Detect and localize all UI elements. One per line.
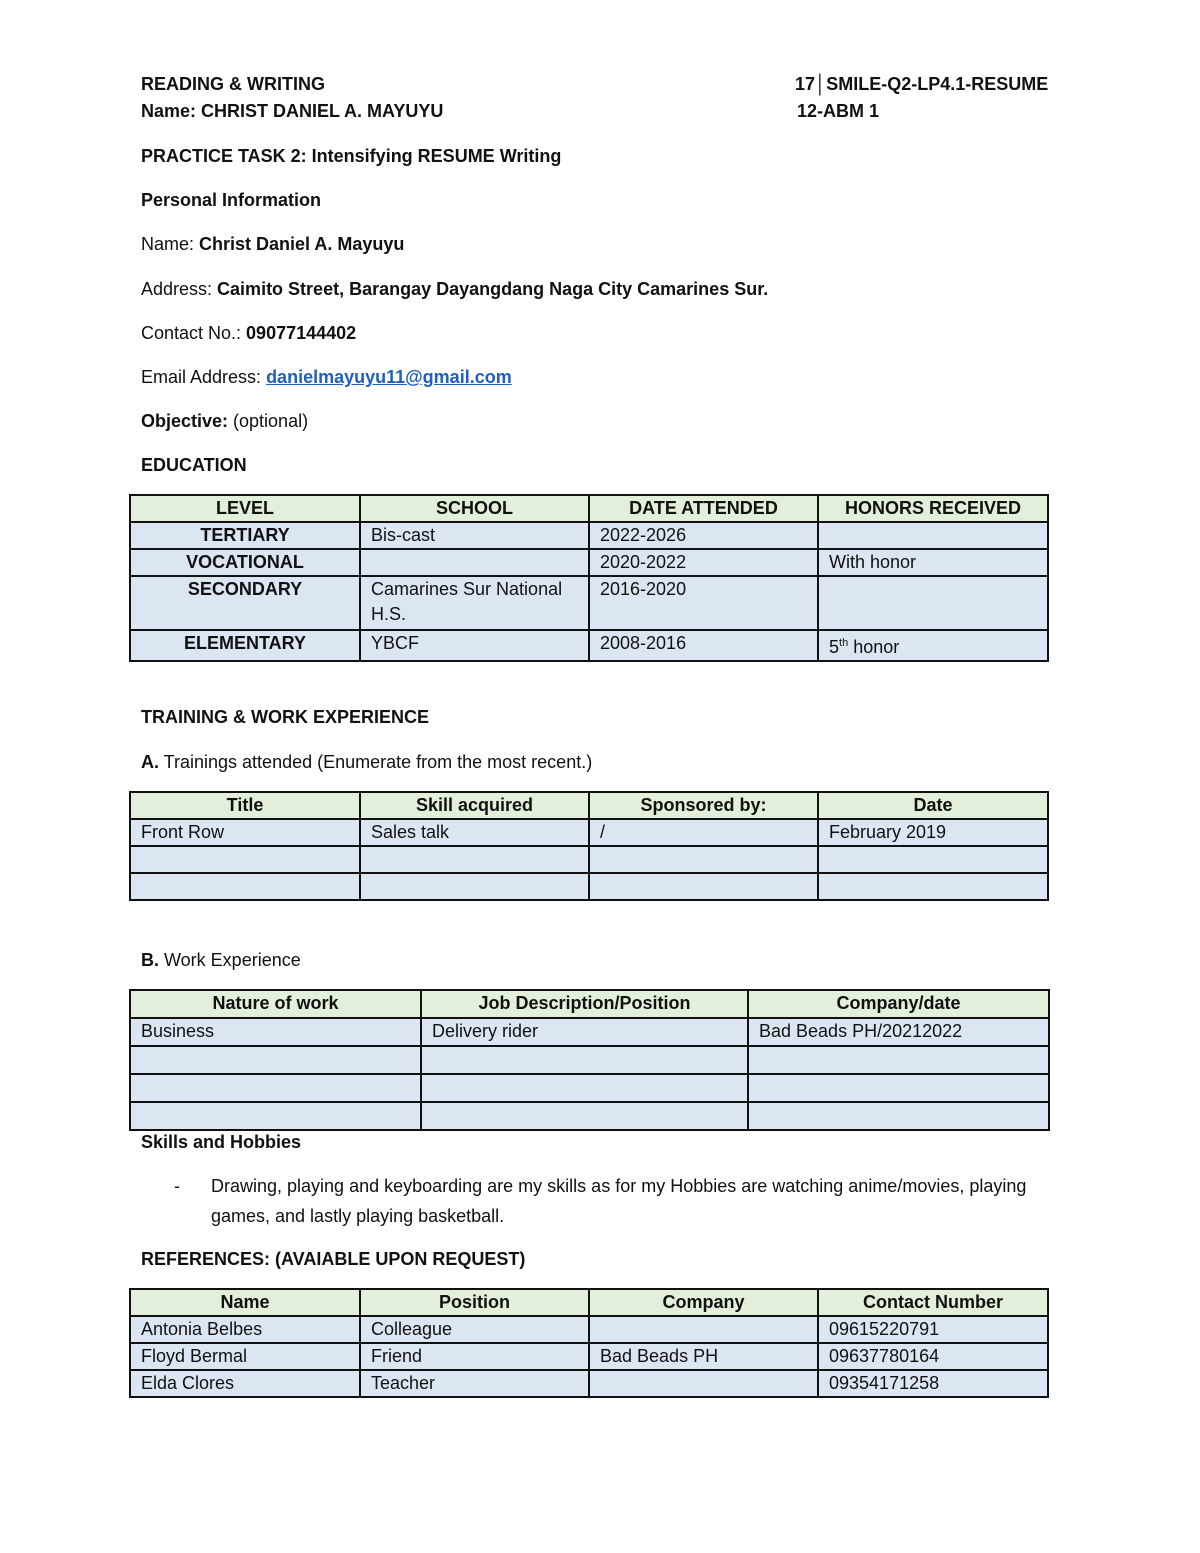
table-cell: Business xyxy=(130,1018,421,1046)
subject-title: READING & WRITING xyxy=(141,74,325,94)
honors-text: honor xyxy=(848,637,900,657)
table-cell xyxy=(130,1046,421,1074)
column-header: Title xyxy=(130,792,360,819)
table-row xyxy=(130,576,1048,630)
level-cell: SECONDARY xyxy=(130,576,360,630)
trainings-attended-text: Trainings attended (Enumerate from the most recent.) xyxy=(159,752,593,772)
name-value: Christ Daniel A. Mayuyu xyxy=(199,234,405,254)
address-field xyxy=(141,279,768,300)
table-cell: Delivery rider xyxy=(421,1018,748,1046)
date-cell: 2022-2026 xyxy=(589,522,818,549)
table-row xyxy=(130,846,1048,873)
training-table xyxy=(129,791,1049,901)
table-cell xyxy=(421,1102,748,1130)
education-table xyxy=(129,494,1049,662)
column-header: HONORS RECEIVED xyxy=(818,495,1048,522)
email-link[interactable]: danielmayuyu11@gmail.com xyxy=(266,367,512,387)
objective-value: (optional) xyxy=(233,411,309,431)
level-cell: TERTIARY xyxy=(130,522,360,549)
training-heading: TRAINING & WORK EXPERIENCE xyxy=(141,707,430,727)
honors-cell xyxy=(818,522,1048,549)
table-header-row xyxy=(130,990,1049,1018)
honors-cell xyxy=(818,576,1048,630)
table-cell xyxy=(421,1046,748,1074)
objective-field xyxy=(141,411,308,432)
education-heading: EDUCATION xyxy=(141,455,247,475)
skills-text: Drawing, playing and keyboarding are my skills as for my Hobbies are watching anime/movies, playing games, and lastly playing basketball. xyxy=(211,1176,1027,1226)
work-experience-label xyxy=(141,950,301,971)
table-row xyxy=(130,1074,1049,1102)
contact-value: 09077144402 xyxy=(246,323,357,343)
objective-label: Objective: xyxy=(141,411,234,431)
task-title: PRACTICE TASK 2: Intensifying RESUME Writing xyxy=(141,146,562,166)
table-cell: / xyxy=(589,819,818,846)
table-header-row xyxy=(130,495,1048,522)
level-cell: VOCATIONAL xyxy=(130,549,360,576)
date-cell: 2016-2020 xyxy=(589,576,818,630)
table-cell xyxy=(360,846,589,873)
personal-info-heading: Personal Information xyxy=(141,190,322,210)
column-header: Company/date xyxy=(748,990,1049,1018)
column-header: Name xyxy=(130,1289,360,1316)
table-cell xyxy=(421,1074,748,1102)
work-experience-text: Work Experience xyxy=(159,950,301,970)
address-value: Caimito Street, Barangay Dayangdang Naga City Camarines Sur. xyxy=(217,279,769,299)
table-cell: Front Row xyxy=(130,819,360,846)
honors-number: 5 xyxy=(829,637,840,657)
school-cell: Camarines Sur National H.S. xyxy=(360,576,589,630)
table-cell: Bad Beads PH/20212022 xyxy=(748,1018,1049,1046)
table-cell: 09354171258 xyxy=(818,1370,1048,1397)
table-row xyxy=(130,1102,1049,1130)
table-row xyxy=(130,1046,1049,1074)
honors-cell xyxy=(818,630,1048,661)
name-field xyxy=(141,234,404,255)
table-row xyxy=(130,873,1048,900)
skills-heading: Skills and Hobbies xyxy=(141,1132,302,1152)
column-header: LEVEL xyxy=(130,495,360,522)
table-cell: Colleague xyxy=(360,1316,589,1343)
table-cell xyxy=(748,1074,1049,1102)
table-cell xyxy=(748,1102,1049,1130)
table-cell: 09615220791 xyxy=(818,1316,1048,1343)
column-header: Skill acquired xyxy=(360,792,589,819)
contact-label: Contact No.: xyxy=(141,323,247,343)
email-label: Email Address: xyxy=(141,367,267,387)
contact-field xyxy=(141,323,356,344)
table-header-row xyxy=(130,1289,1048,1316)
table-row xyxy=(130,549,1048,576)
date-cell: 2008-2016 xyxy=(589,630,818,661)
date-cell: 2020-2022 xyxy=(589,549,818,576)
student-name-line: Name: CHRIST DANIEL A. MAYUYU xyxy=(141,101,444,121)
item-a-marker: A. xyxy=(141,752,159,772)
table-cell: Elda Clores xyxy=(130,1370,360,1397)
column-header: Contact Number xyxy=(818,1289,1048,1316)
references-table xyxy=(129,1288,1049,1398)
column-header: DATE ATTENDED xyxy=(589,495,818,522)
document-code: 17│SMILE-Q2-LP4.1-RESUME xyxy=(795,74,1049,94)
table-row xyxy=(130,1316,1048,1343)
column-header: Company xyxy=(589,1289,818,1316)
references-heading: REFERENCES: (AVAIABLE UPON REQUEST) xyxy=(141,1249,526,1269)
table-cell xyxy=(130,1074,421,1102)
table-row xyxy=(130,630,1048,661)
table-cell xyxy=(130,846,360,873)
table-cell xyxy=(589,1316,818,1343)
table-cell xyxy=(360,873,589,900)
honors-superscript: th xyxy=(839,637,849,649)
table-cell: Floyd Bermal xyxy=(130,1343,360,1370)
school-cell: Bis-cast xyxy=(360,522,589,549)
table-row xyxy=(130,819,1048,846)
table-row xyxy=(130,1343,1048,1370)
column-header: Job Description/Position xyxy=(421,990,748,1018)
column-header: Date xyxy=(818,792,1048,819)
skills-bullet: - xyxy=(174,1176,180,1196)
column-header: Nature of work xyxy=(130,990,421,1018)
table-row xyxy=(130,522,1048,549)
table-cell: February 2019 xyxy=(818,819,1048,846)
table-cell xyxy=(589,1370,818,1397)
column-header: Position xyxy=(360,1289,589,1316)
table-cell: Sales talk xyxy=(360,819,589,846)
table-cell xyxy=(130,873,360,900)
table-cell xyxy=(818,846,1048,873)
table-cell: Antonia Belbes xyxy=(130,1316,360,1343)
column-header: Sponsored by: xyxy=(589,792,818,819)
address-label: Address: xyxy=(141,279,218,299)
table-cell xyxy=(130,1102,421,1130)
table-cell: 09637780164 xyxy=(818,1343,1048,1370)
name-label: Name: xyxy=(141,234,200,254)
table-header-row xyxy=(130,792,1048,819)
table-row xyxy=(130,1018,1049,1046)
table-cell: Friend xyxy=(360,1343,589,1370)
table-cell: Bad Beads PH xyxy=(589,1343,818,1370)
table-row xyxy=(130,1370,1048,1397)
trainings-attended-label xyxy=(141,752,592,773)
section-label: 12-ABM 1 xyxy=(797,101,880,121)
column-header: SCHOOL xyxy=(360,495,589,522)
table-cell: Teacher xyxy=(360,1370,589,1397)
honors-cell: With honor xyxy=(818,549,1048,576)
school-cell xyxy=(360,549,589,576)
table-cell xyxy=(589,873,818,900)
table-cell xyxy=(589,846,818,873)
level-cell: ELEMENTARY xyxy=(130,630,360,661)
work-experience-table xyxy=(129,989,1050,1131)
table-cell xyxy=(748,1046,1049,1074)
item-b-marker: B. xyxy=(141,950,159,970)
table-cell xyxy=(818,873,1048,900)
email-field xyxy=(141,367,512,388)
school-cell: YBCF xyxy=(360,630,589,661)
